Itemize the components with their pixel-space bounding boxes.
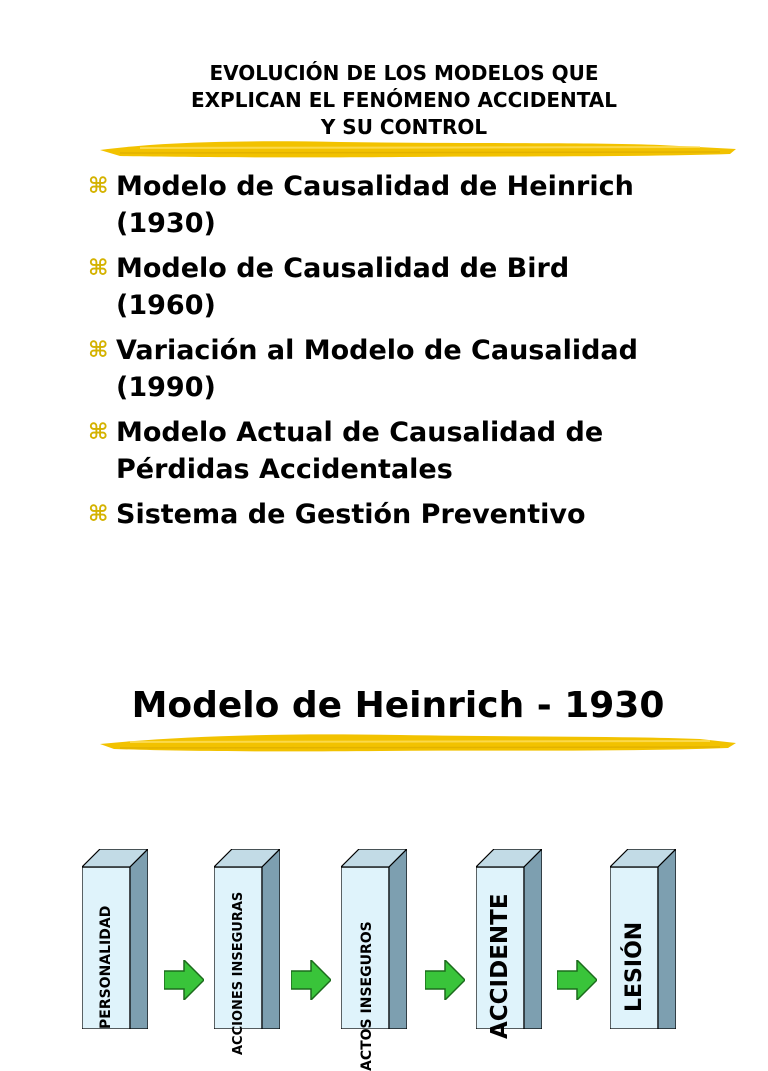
title-line-2: EXPLICAN EL FENÓMENO ACCIDENTAL (190, 88, 618, 112)
list-item (88, 168, 758, 242)
domino-label: PERSONALIDAD (98, 905, 114, 1029)
bullet-text: Pérdidas Accidentales (116, 454, 453, 485)
list-item (88, 332, 758, 406)
pillar-shape (82, 849, 148, 1029)
slide-2-title: Modelo de Heinrich - 1930 (131, 685, 665, 726)
domino-label: LESIÓN (622, 921, 647, 1012)
list-item (88, 250, 758, 324)
list-item (88, 414, 758, 488)
slide-1-title (0, 60, 768, 141)
brush-underline (100, 136, 736, 162)
arrow-right-icon (425, 960, 465, 1000)
arrow-right-icon (557, 960, 597, 1000)
bullet-icon: ⌘ (88, 502, 109, 527)
pillar-shape (214, 849, 280, 1029)
bullet-text: (1960) (116, 290, 216, 321)
arrow-right-icon (164, 960, 204, 1000)
list-item (88, 496, 758, 533)
bullet-text: Variación al Modelo de Causalidad (116, 335, 638, 366)
bullet-list (88, 168, 758, 541)
bullet-text: Modelo de Causalidad de Heinrich (116, 171, 634, 202)
bullet-text: Modelo Actual de Causalidad de (116, 417, 604, 448)
domino-lesion (610, 849, 676, 1029)
title-line-3: Y SU CONTROL (320, 115, 488, 139)
bullet-text: (1990) (116, 372, 216, 403)
domino-label: ACCIONES INSEGURAS (231, 891, 246, 1055)
bullet-text: Sistema de Gestión Preventivo (116, 499, 586, 530)
bullet-icon: ⌘ (88, 174, 109, 199)
bullet-icon: ⌘ (88, 338, 109, 363)
domino-accidente (476, 849, 542, 1039)
bullet-text: (1930) (116, 208, 216, 239)
bullet-icon: ⌘ (88, 420, 109, 445)
domino-label: ACCIDENTE (487, 893, 513, 1039)
domino-label: ACTOS INSEGUROS (359, 921, 375, 1071)
bullet-text: Modelo de Causalidad de Bird (116, 253, 570, 284)
brush-underline (100, 728, 736, 758)
domino-actos-inseguros (341, 849, 407, 1071)
arrow-right-icon (291, 960, 331, 1000)
domino-acciones-inseguras (214, 849, 280, 1055)
domino-personalidad (82, 849, 148, 1029)
bullet-icon: ⌘ (88, 256, 109, 281)
title-line-1: EVOLUCIÓN DE LOS MODELOS QUE (209, 61, 599, 85)
